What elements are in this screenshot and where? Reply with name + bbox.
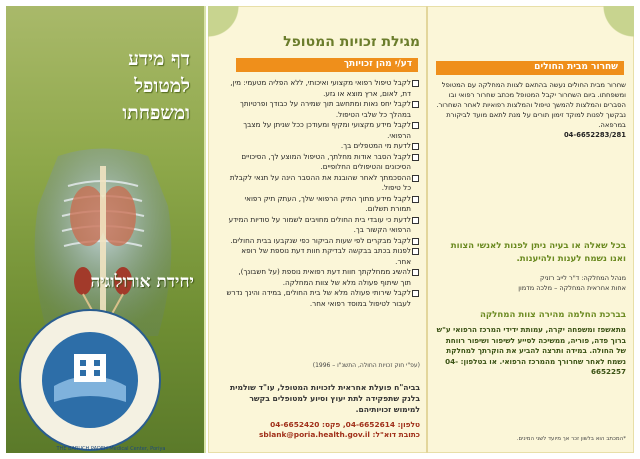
hospital-logo — [16, 306, 164, 453]
rights-item: לקבל הסבר אודות מחלתך, הטיפול המוצע לך, הסיכויים הסיכונים והטיפולים החלופיים. — [226, 152, 420, 173]
discharge-body: שחרור מבית החולים נעשה בהתאם לצוות המחלקה עם המטופל ומשפחתו. ביום השחרור יקבל המטופל מכתב שחרור רפואי ובו הסברים והמלצות להמשך טיפול והמלצות רפואיות לאחר השחרור. נבקשך לפנות למוקד זימון תורים על מנת לתאם מועד לביקורת במרפאה. — [436, 81, 626, 129]
questions-text: בכל שאלה או בעיה ניתן לפנות לאנשי הצוות ואנו נשמח לענות ולהיענות. — [450, 241, 626, 264]
discharge-text — [436, 80, 626, 214]
cover-title-line-3: ומשפחתו — [122, 102, 190, 124]
rights-item: לקבל מבקרים לפי שעות הביקור כפי שנקבעו בבית החולים. — [226, 236, 420, 247]
cover-panel — [6, 6, 206, 453]
cover-title — [20, 46, 190, 127]
logo-text: THE BARUCH PADEH Medical Center, Poriya — [56, 446, 166, 452]
cover-title-line-2: למטופל — [134, 75, 190, 97]
department-director: מנהל המחלקה: ד"ר לייב רזניק — [539, 274, 626, 282]
decorative-corner-right — [574, 6, 634, 46]
appointment-phones: 04-6652283/281 — [563, 131, 626, 139]
rights-item: לקבל מידע מתוך התיק הרפואי שלך, העתק תיק רפואי תמורת תשלום. — [226, 194, 420, 215]
unit-name: יחידת אורולוגיה — [90, 272, 194, 292]
contact-email: כתובת דוא"ל: sblank@poria.health.gov.il — [259, 430, 420, 439]
head-nurse: אחות אחראית המחלקה – מלכה מדמון — [518, 284, 626, 292]
recovery-wish-title: בברכת החלמה מהירה צוות המחלקה — [479, 310, 626, 320]
rights-item: לפנות בכתב בבקשה לבדיקת חוות דעת נוספת של רופא אחר. — [226, 246, 420, 267]
friends-association-text: מתאשפז ומשפחה יקרה, עמותת ידידי המרכז הרפואי ע"ש ברוך פדה, פוריה, ממשיכה לסייע לשיפור ושיפור רווחת של החולה. במידה ותרצה להביע את הוקרתך למחלקת נשמח לאחר שחרורך מהמרכז הרפואי. או בטלפון: 04-6652257 — [436, 325, 626, 377]
rights-item: להשיג ממחלקתך חוות דעת רפואית נוספת (על חשבונך), תוך שיתוף פעולה מלא של צוות המחלקה. — [226, 267, 420, 288]
rights-item: לקבל מידע מקצועי ומקיף ומעודכן ככל שניתן על מצבך הרפואי. — [226, 120, 420, 141]
discharge-section-title: שחרור מבית החולים — [436, 61, 624, 75]
signers — [436, 273, 626, 293]
cover-title-line-1: דף מידע — [128, 48, 190, 70]
rights-section-title: דע/י מהן זכויותך — [236, 58, 418, 72]
law-note: (עפ"י חוק זכויות החולה, התשנ"ו – 1996) — [312, 362, 420, 369]
rights-item: לקבל טיפול רפואי מקצועי ואיכותי, ללא הפליה מטעמי: מין, דת, לאום, ארץ מוצא או גזע. — [226, 78, 420, 99]
footnote: *המכתב הוא בלשון זכר אך מיועד לשני המינים. — [516, 436, 626, 442]
document-title: מגילת זכויות המטופל — [283, 34, 420, 50]
rights-item: לדעת מי המטפלים בך. — [226, 141, 420, 152]
fold-divider — [426, 6, 428, 453]
rights-item: לקבל יחס נאות ומתחשב תוך שמירה על כבודך ופרטיותך במהלך כל שלבי הטיפול. — [226, 99, 420, 120]
rights-officer-text: בביה"ח פועלת אחראית לזכויות המטופל, עו"ד שולמית בלנק שתפקידה לתת יעוץ וסיוע למטופלים בקשר למימוש זכויותיהם. — [230, 383, 420, 414]
rights-list — [226, 78, 420, 360]
rights-item: לקבל שירותי פעולה מלא של בית החולים, במידה והינך נדרש לעבור לטיפול במוסד רפואי אחר. — [226, 288, 420, 309]
contact-info — [226, 420, 420, 440]
rights-item: ההסכמתך לאחר שהובנת את ההסבר הינה על תנאי לקבלת כל טיפול. — [226, 173, 420, 194]
contact-phone-fax: טלפון: 04-6652614, פקס: 04-6652420 — [270, 420, 420, 429]
rights-item: לדעת כי עובדי בית החולים מחויבים לשמור על סודיות המידע הרפואי הקשור בך. — [226, 215, 420, 236]
